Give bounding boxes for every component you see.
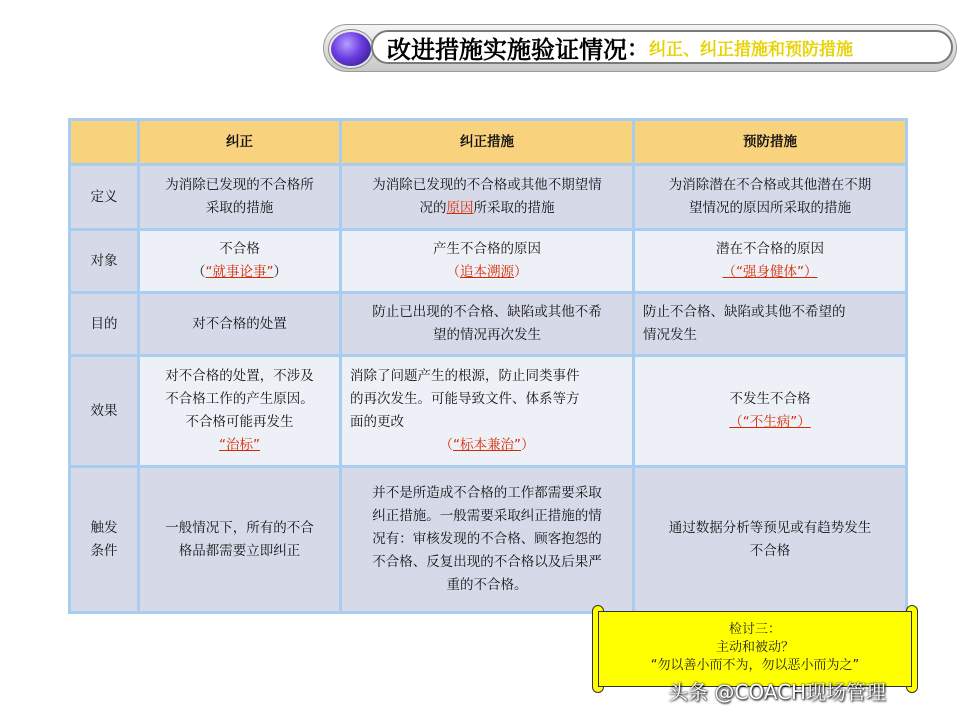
- cell-line: 为消除已发现的不合格所: [165, 177, 314, 193]
- header-correction: 纠正: [140, 121, 339, 163]
- cell-line: 不发生不合格: [729, 391, 811, 407]
- cell-purpose-preventive: [635, 294, 905, 354]
- cell-trigger-correction: [140, 468, 339, 611]
- cell-text: （: [439, 437, 453, 453]
- cell-definition-corrective: [342, 166, 632, 228]
- note-heading: 检讨三：: [728, 622, 781, 637]
- cell-line: 重的不合格。: [446, 577, 528, 593]
- note-quote: “勿以善小而不为，勿以恶小而为之”: [650, 658, 860, 673]
- cell-purpose-corrective: [342, 294, 632, 354]
- table-row: [71, 294, 905, 354]
- cell-line: [350, 261, 624, 284]
- title-banner: [323, 24, 957, 72]
- cell-line: 不合格: [219, 241, 260, 257]
- cell-line: 采取的措施: [205, 200, 274, 216]
- cell-text: 况的: [419, 200, 447, 216]
- table-row: [71, 166, 905, 228]
- cell-text: （: [192, 264, 206, 280]
- cell-line: 不合格: [749, 542, 791, 559]
- emphasis-note: 追本溯源: [460, 264, 514, 280]
- cell-object-preventive: [635, 231, 905, 291]
- table-row: [71, 468, 905, 611]
- page-subtitle: 纠正、纠正措施和预防措施: [649, 39, 854, 60]
- cell-purpose-correction: 对不合格的处置: [140, 294, 339, 354]
- header-preventive-action: 预防措施: [635, 121, 905, 163]
- cell-text: ）: [273, 264, 287, 280]
- cell-line: 不合格、反复出现的不合格以及后果严: [372, 554, 602, 570]
- title-box: [371, 30, 953, 64]
- row-label-purpose: 目的: [71, 294, 137, 354]
- cell-line: [350, 434, 624, 457]
- note-question: 主动和被动？: [715, 640, 794, 655]
- cell-line: 不合格工作的产生原因。: [165, 391, 314, 407]
- cell-effect-correction: [140, 357, 339, 465]
- cell-line: 一般情况下，所有的不合: [165, 519, 314, 536]
- emphasis-note: “标本兼治”: [453, 437, 521, 453]
- watermark: 头条 @COACH现场管理: [668, 680, 887, 704]
- cell-line: 望情况的原因所采取的措施: [689, 200, 851, 216]
- cell-text: 所采取的措施: [473, 200, 555, 216]
- emphasis-note: “就事论事”: [205, 264, 274, 280]
- cell-line: [350, 197, 624, 220]
- cell-line: 触发: [90, 519, 118, 536]
- comparison-table: [68, 118, 908, 614]
- cell-line: 况有：审核发现的不合格、顾客抱怨的: [372, 531, 602, 547]
- cell-line: 防止已出现的不合格、缺陷或其他不希: [372, 304, 602, 320]
- row-label-trigger: [71, 468, 137, 611]
- row-label-definition: 定义: [71, 166, 137, 228]
- row-label-effect: 效果: [71, 357, 137, 465]
- cell-line: 消除了问题产生的根源，防止同类事件: [350, 368, 580, 384]
- cell-line: 通过数据分析等预见或有趋势发生: [668, 519, 872, 536]
- cell-object-corrective: [342, 231, 632, 291]
- table-row: [71, 357, 905, 465]
- title-colon: ：: [627, 36, 650, 62]
- cell-line: 格品都需要立即纠正: [178, 542, 301, 559]
- emphasis-cause: 原因: [446, 200, 474, 216]
- cell-text: （: [446, 264, 460, 280]
- emphasis-note: （“强身健体”）: [722, 264, 818, 280]
- cell-definition-preventive: [635, 166, 905, 228]
- cell-definition-correction: [140, 166, 339, 228]
- emphasis-note: “治标”: [219, 437, 260, 453]
- cell-object-correction: [140, 231, 339, 291]
- emphasis-note: （“不生病”）: [729, 414, 811, 430]
- cell-line: [148, 434, 331, 457]
- cell-line: 望的情况再次发生: [433, 327, 541, 343]
- table-header-row: [71, 121, 905, 163]
- cell-effect-preventive: [635, 357, 905, 465]
- cell-line: 的再次发生。可能导致文件、体系等方: [350, 391, 580, 407]
- cell-line: 对不合格的处置，不涉及: [165, 368, 314, 384]
- cell-line: 不合格可能再发生: [185, 414, 294, 430]
- page-title: 改进措施实施验证情况: [387, 34, 627, 64]
- cell-line: 为消除潜在不合格或其他潜在不期: [668, 177, 872, 193]
- cell-line: 条件: [90, 542, 118, 559]
- table-row: [71, 231, 905, 291]
- cell-trigger-preventive: [635, 468, 905, 611]
- cell-line: 产生不合格的原因: [433, 241, 541, 257]
- cell-line: [148, 261, 331, 284]
- row-label-object: 对象: [71, 231, 137, 291]
- header-corner: [71, 121, 137, 163]
- cell-text: ）: [514, 264, 528, 280]
- cell-text: ）: [521, 437, 535, 453]
- purple-orb-icon: [329, 30, 373, 68]
- header-corrective-action: 纠正措施: [342, 121, 632, 163]
- cell-trigger-corrective: [342, 468, 632, 611]
- cell-line: 潜在不合格的原因: [716, 241, 824, 257]
- cell-line: 防止不合格、缺陷或其他不希望的: [643, 304, 846, 320]
- cell-line: 纠正措施。一般需要采取纠正措施的情: [372, 508, 602, 524]
- cell-line: 情况发生: [643, 327, 697, 343]
- cell-effect-corrective: [342, 357, 632, 465]
- cell-line: 面的更改: [350, 414, 404, 430]
- cell-line: 并不是所造成不合格的工作都需要采取: [372, 485, 602, 501]
- cell-line: 为消除已发现的不合格或其他不期望情: [372, 177, 602, 193]
